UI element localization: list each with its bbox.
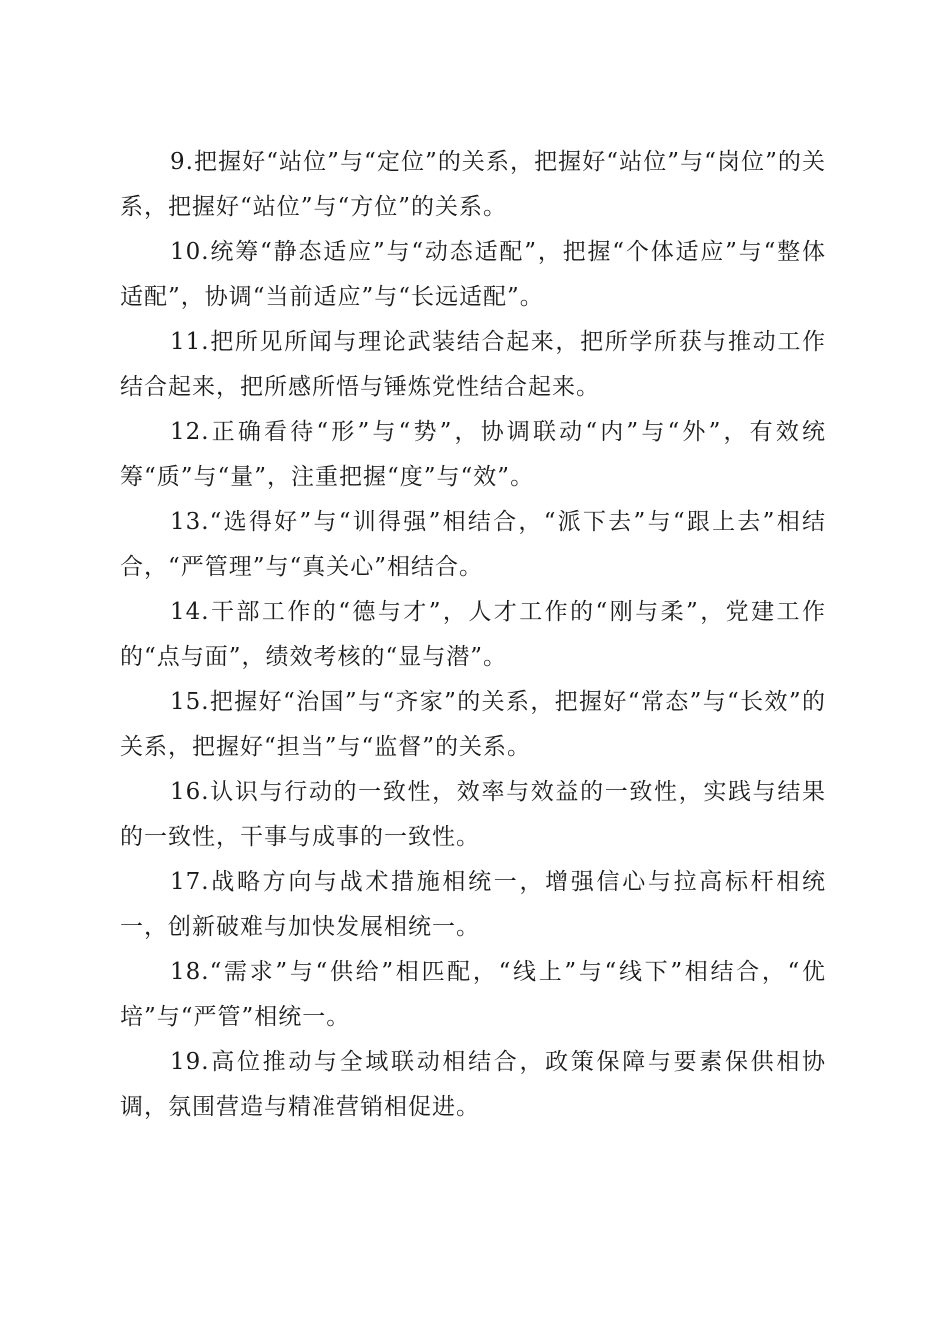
paragraph-item-18: 18.“需求”与“供给”相匹配，“线上”与“线下”相结合，“优培”与“严管”相统一。: [120, 959, 826, 1030]
paragraph-item-9: 9.把握好“站位”与“定位”的关系，把握好“站位”与“岗位”的关系，把握好“站位”与“方位”的关系。: [120, 149, 826, 220]
paragraph-item-10: 10.统筹“静态适应”与“动态适配”，把握“个体适应”与“整体适配”，协调“当前适应”与“长远适配”。: [120, 239, 826, 310]
paragraph-item-12: 12.正确看待“形”与“势”，协调联动“内”与“外”，有效统筹“质”与“量”，注重把握“度”与“效”。: [120, 419, 826, 490]
paragraph-item-13: 13.“选得好”与“训得强”相结合，“派下去”与“跟上去”相结合，“严管理”与“真关心”相结合。: [120, 509, 826, 580]
paragraph-item-19: 19.高位推动与全域联动相结合，政策保障与要素保供相协调，氛围营造与精准营销相促进。: [120, 1049, 826, 1120]
paragraph-item-14: 14.干部工作的“德与才”，人才工作的“刚与柔”，党建工作的“点与面”，绩效考核的“显与潜”。: [120, 599, 826, 670]
paragraph-item-15: 15.把握好“治国”与“齐家”的关系，把握好“常态”与“长效”的关系，把握好“担当”与“监督”的关系。: [120, 689, 826, 760]
paragraph-item-17: 17.战略方向与战术措施相统一，增强信心与拉高标杆相统一，创新破难与加快发展相统一。: [120, 869, 826, 940]
paragraph-item-11: 11.把所见所闻与理论武装结合起来，把所学所获与推动工作结合起来，把所感所悟与锤炼党性结合起来。: [120, 329, 826, 400]
document-body: [120, 140, 826, 1130]
paragraph-item-16: 16.认识与行动的一致性，效率与效益的一致性，实践与结果的一致性，干事与成事的一致性。: [120, 779, 826, 850]
